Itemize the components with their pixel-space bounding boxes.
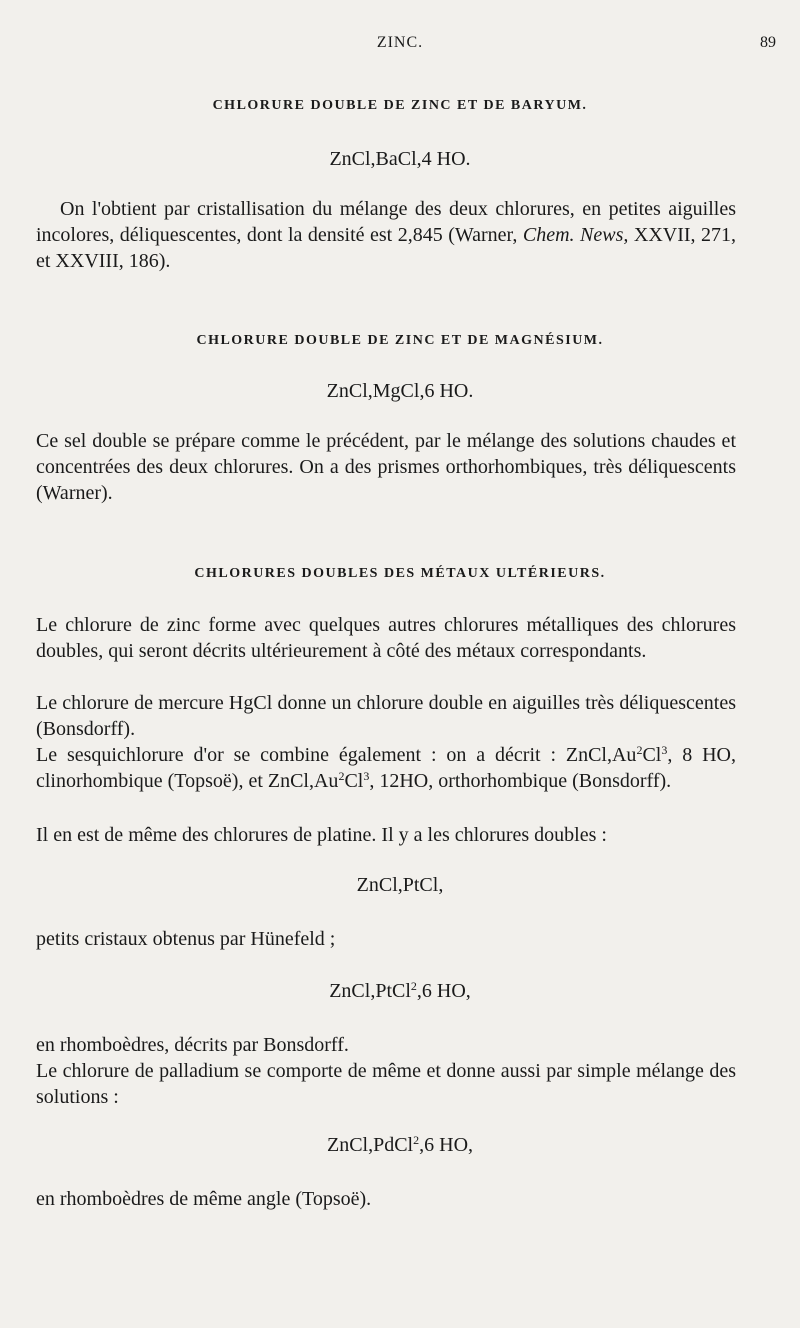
paragraph-text: , 8 HO, clinorhombique (Topsoë), et ZnCl,Au <box>36 744 736 792</box>
formula-zncl-bacl: ZnCl,BaCl,4 HO. <box>329 148 471 170</box>
formula-text: ZnCl,PdCl <box>326 1134 414 1156</box>
paragraph-hunefeld: petits cristaux obtenus par Hünefeld ; <box>36 928 336 950</box>
paragraph-magnesium: Ce sel double se prépare comme le précédent, par le mélange des solutions chaudes et concentrées des deux chlorures. On a des prismes orthorhombiques, très déliquescents (Warner). <box>36 430 736 504</box>
paragraph-text: Cl <box>642 744 662 766</box>
paragraph-chlorures-doubles: Le chlorure de zinc forme avec quelques autres chlorures métalliques des chlorures doubles, qui seront décrits ultérieurement à côté des métaux correspondants. <box>36 614 736 662</box>
superscript: 2 <box>338 769 345 783</box>
formula-zncl-ptcl: ZnCl,PtCl, <box>356 874 444 896</box>
formula-zncl-ptcl2 <box>0 980 800 1003</box>
superscript: 3 <box>363 769 370 783</box>
paragraph-baryum <box>36 196 736 274</box>
superscript: 2 <box>636 743 643 757</box>
superscript: 2 <box>413 1133 420 1147</box>
formula-zncl-mgcl: ZnCl,MgCl,6 HO. <box>326 380 474 402</box>
paragraph-text: Cl <box>344 770 364 792</box>
paragraph-or <box>36 742 736 794</box>
paragraph-text: XXVII, 271, et XXVIII, 186). <box>36 224 737 272</box>
section-heading-zinc-baryum: CHLORURE DOUBLE DE ZINC ET DE BARYUM. <box>212 98 588 113</box>
journal-title: Chem. News, <box>522 224 629 246</box>
paragraph-platine: Il en est de même des chlorures de platine. Il y a les chlorures doubles : <box>36 824 607 846</box>
superscript: 2 <box>410 979 417 993</box>
running-head-title: ZINC. <box>376 34 424 51</box>
section-heading-zinc-magnesium: CHLORURE DOUBLE DE ZINC ET DE MAGNÉSIUM. <box>196 333 604 348</box>
formula-text: ,6 HO, <box>419 1134 474 1156</box>
paragraph-topsoe: en rhomboèdres de même angle (Topsoë). <box>36 1188 372 1210</box>
paragraph-text: Le sesquichlorure d'or se combine également : on a décrit : ZnCl,Au <box>36 744 637 766</box>
formula-zncl-pdcl2 <box>0 1134 800 1157</box>
formula-text: ,6 HO, <box>416 980 471 1002</box>
paragraph-palladium: Le chlorure de palladium se comporte de même et donne aussi par simple mélange des solutions : <box>36 1060 736 1108</box>
paragraph-text: On l'obtient par cristallisation du mélange des deux chlorures, en petites aiguilles incolores, déliquescentes, dont la densité est 2,845 (Warner, <box>36 198 736 246</box>
section-heading-metaux-ulterieurs: CHLORURES DOUBLES DES MÉTAUX ULTÉRIEURS. <box>194 566 606 581</box>
paragraph-rhomboedres-bonsdorff: en rhomboèdres, décrits par Bonsdorff. <box>36 1034 349 1056</box>
formula-text: ZnCl,PtCl <box>329 980 411 1002</box>
paragraph-mercure: Le chlorure de mercure HgCl donne un chlorure double en aiguilles très déliquescentes (Bonsdorff). <box>36 692 736 740</box>
paragraph-text: , 12HO, orthorhombique (Bonsdorff). <box>369 770 672 792</box>
superscript: 3 <box>661 743 668 757</box>
page-number: 89 <box>760 34 776 51</box>
running-head <box>0 34 800 56</box>
